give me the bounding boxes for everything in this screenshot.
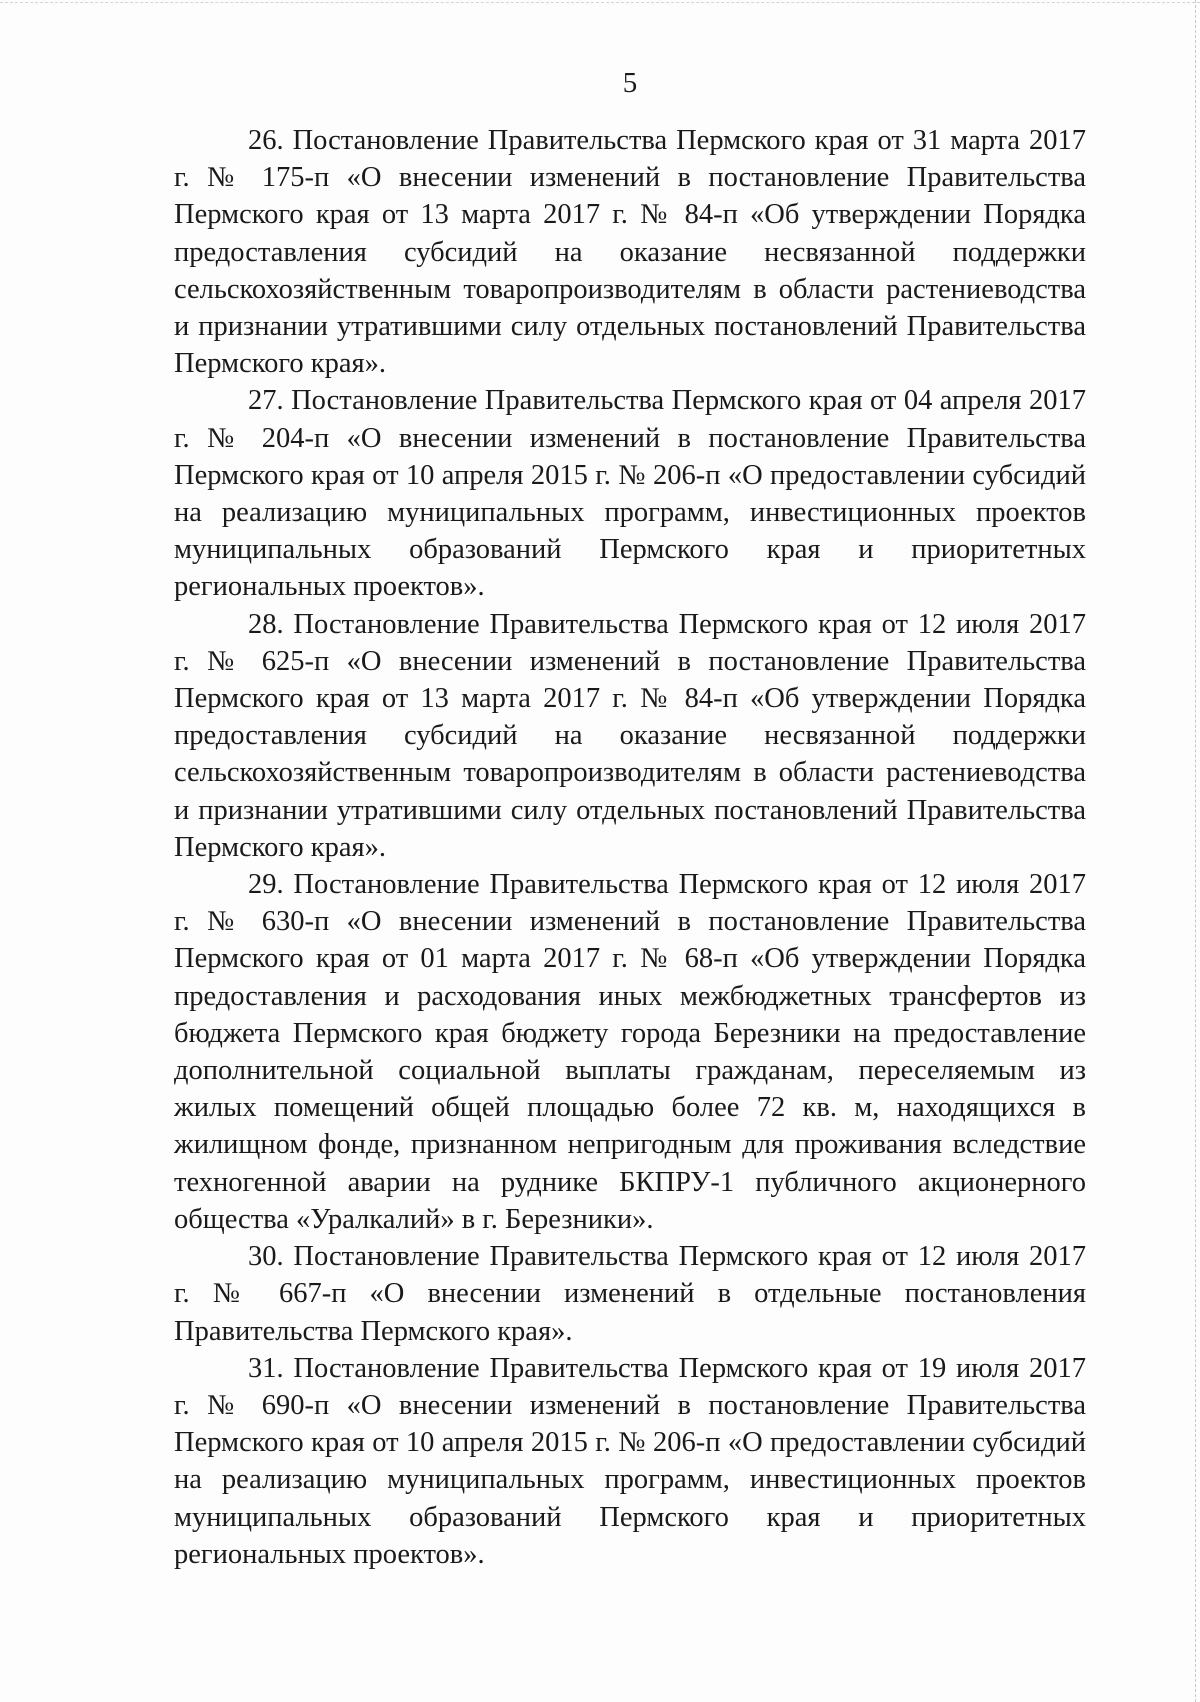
page-number: 5 [622,67,638,99]
list-item-31: 31. Постановление Правительства Пермского края от 19 июля 2017 г. № 690-п «О внесении изменений в постановление Правительства Пермского края от 10 апреля 2015 г. № 206-п «О предоставлении субсидий на реализацию муниципальных программ, инвестиционных проектов муниципальных образований Пермского края и приоритетных региональных проектов». [174,1352,1086,1570]
list-item-30: 30. Постановление Правительства Пермского края от 12 июля 2017 г. № 667-п «О внесении изменений в отдельные постановления Правительства Пермского края». [174,1241,1086,1347]
scan-edge-top [0,2,1200,4]
list-item-27: 27. Постановление Правительства Пермского края от 04 апреля 2017 г. № 204-п «О внесении изменений в постановление Правительства Пермского края от 10 апреля 2015 г. № 206-п «О предоставлении субсидий на реализацию муниципальных программ, инвестиционных проектов муниципальных образований Пермского края и приоритетных региональных проектов». [174,385,1086,603]
list-item-29: 29. Постановление Правительства Пермского края от 12 июля 2017 г. № 630-п «О внесении изменений в постановление Правительства Пермского края от 01 марта 2017 г. № 68-п «Об утверждении Порядка предоставления и расходования иных межбюджетных трансфертов из бюджета Пермского края бюджету города Березники на предоставление дополнительной социальной выплаты гражданам, переселяемым из жилых помещений общей площадью более 72 кв. м, находящихся в жилищном фонде, признанном непригодным для проживания вследствие техногенной аварии на руднике БКПРУ-1 публичного акционерного общества «Уралкалий» в г. Березники». [174,869,1086,1235]
document-body [174,122,1086,1573]
list-item-26: 26. Постановление Правительства Пермского края от 31 марта 2017 г. № 175-п «О внесении изменений в постановление Правительства Пермского края от 13 марта 2017 г. № 84-п «Об утверждении Порядка предоставления субсидий на оказание несвязанной поддержки сельскохозяйственным товаропроизводителям в области растениеводства и признании утратившими силу отдельных постановлений Правительства Пермского края». [174,125,1086,380]
list-item-28: 28. Постановление Правительства Пермского края от 12 июля 2017 г. № 625-п «О внесении изменений в постановление Правительства Пермского края от 13 марта 2017 г. № 84-п «Об утверждении Порядка предоставления субсидий на оказание несвязанной поддержки сельскохозяйственным товаропроизводителям в области растениеводства и признании утратившими силу отдельных постановлений Правительства Пермского края». [174,608,1086,863]
scan-edge-right [1194,0,1196,1702]
